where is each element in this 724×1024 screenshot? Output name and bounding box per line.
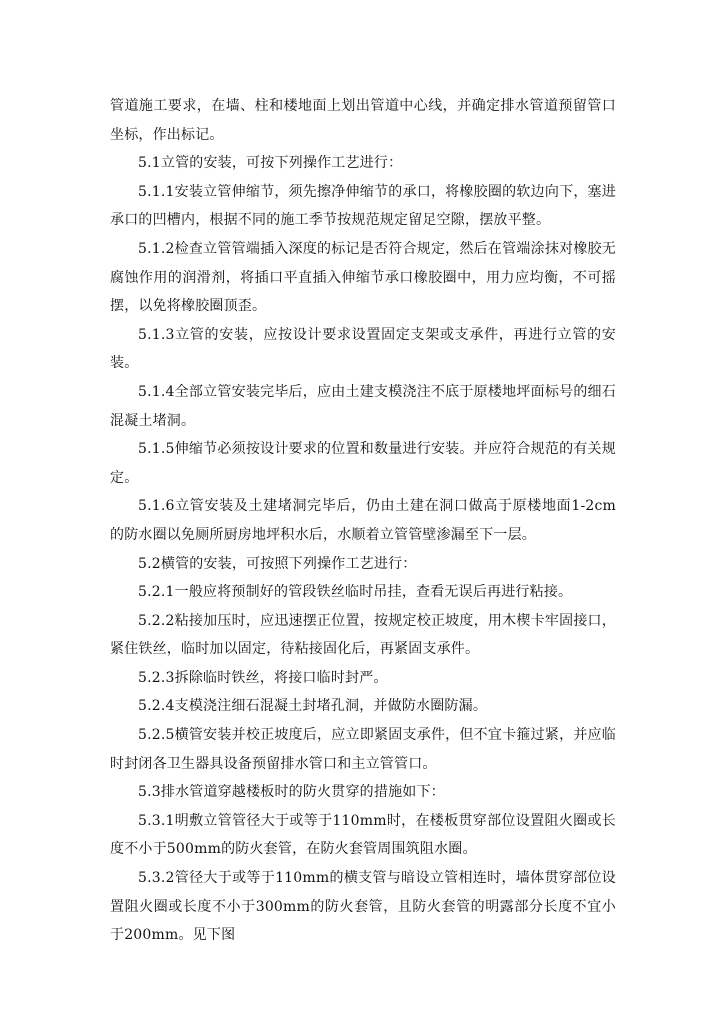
paragraph-5-3-1: 5.3.1明敷立管管径大于或等于110mm时，在楼板贯穿部位设置阻火圈或长度不小于500mm的防火套管，在防火套管周围筑阻水圈。 [110, 812, 616, 858]
paragraph-5-1: 5.1立管的安装，可按下列操作工艺进行： [138, 155, 403, 172]
paragraph-5-2-5: 5.2.5横管安装并校正坡度后，应立即紧固支承件，但不宜卡箍过紧，并应临时封闭各卫生器具设备预留排水管口和主立管管口。 [110, 727, 616, 772]
paragraph-5-1-6: 5.1.6立管安装及土建堵洞完毕后，仍由土建在洞口做高于原楼地面1-2cm的防水圈以免厕所厨房地坪积水后，水顺着立管管壁渗漏至下一层。 [110, 498, 616, 543]
paragraph-5-1-1: 5.1.1安装立管伸缩节，须先擦净伸缩节的承口，将橡胶圈的软边向下，塞进承口的凹槽内，根据不同的施工季节按规范规定留足空隙，摆放平整。 [110, 183, 616, 229]
paragraph-5-1-5: 5.1.5伸缩节必须按设计要求的位置和数量进行安装。并应符合规范的有关规定。 [110, 441, 616, 486]
paragraph-5-1-2: 5.1.2检查立管管端插入深度的标记是否符合规定，然后在管端涂抹对橡胶无腐蚀作用的润滑剂，将插口平直插入伸缩节承口橡胶圈中，用力应均衡，不可摇摆，以免将橡胶圈顶歪。 [110, 240, 616, 315]
paragraph-5-2-4: 5.2.4支模浇注细石混凝土封堵孔洞，并做防水圈防漏。 [138, 698, 488, 715]
paragraph-intro: 管道施工要求，在墙、柱和楼地面上划出管道中心线，并确定排水管道预留管口坐标，作出标记。 [110, 98, 616, 143]
paragraph-5-3: 5.3排水管道穿越楼板时的防火贯穿的措施如下： [138, 784, 445, 801]
paragraph-5-3-2: 5.3.2管径大于或等于110mm的横支管与暗设立管相连时，墙体贯穿部位设置阻火圈或长度不小于300mm的防火套管，且防火套管的明露部分长度不宜小于200mm。见下图 [110, 870, 616, 944]
document-body [110, 92, 616, 950]
paragraph-5-2: 5.2横管的安装，可按照下列操作工艺进行： [138, 555, 417, 572]
paragraph-5-1-3: 5.1.3立管的安装，应按设计要求设置固定支架或支承件，再进行立管的安装。 [110, 326, 616, 372]
paragraph-5-2-1: 5.2.1一般应将预制好的管段铁丝临时吊挂，查看无误后再进行粘接。 [138, 584, 573, 601]
paragraph-5-1-4: 5.1.4全部立管安装完毕后，应由土建支模浇注不底于原楼地坪面标号的细石混凝土堵洞。 [110, 383, 616, 429]
paragraph-5-2-2: 5.2.2粘接加压时，应迅速摆正位置，按规定校正坡度，用木楔卡牢固接口，紧住铁丝，临时加以固定，待粘接固化后，再紧固支承件。 [110, 612, 616, 658]
paragraph-5-2-3: 5.2.3拆除临时铁丝，将接口临时封严。 [138, 669, 388, 686]
